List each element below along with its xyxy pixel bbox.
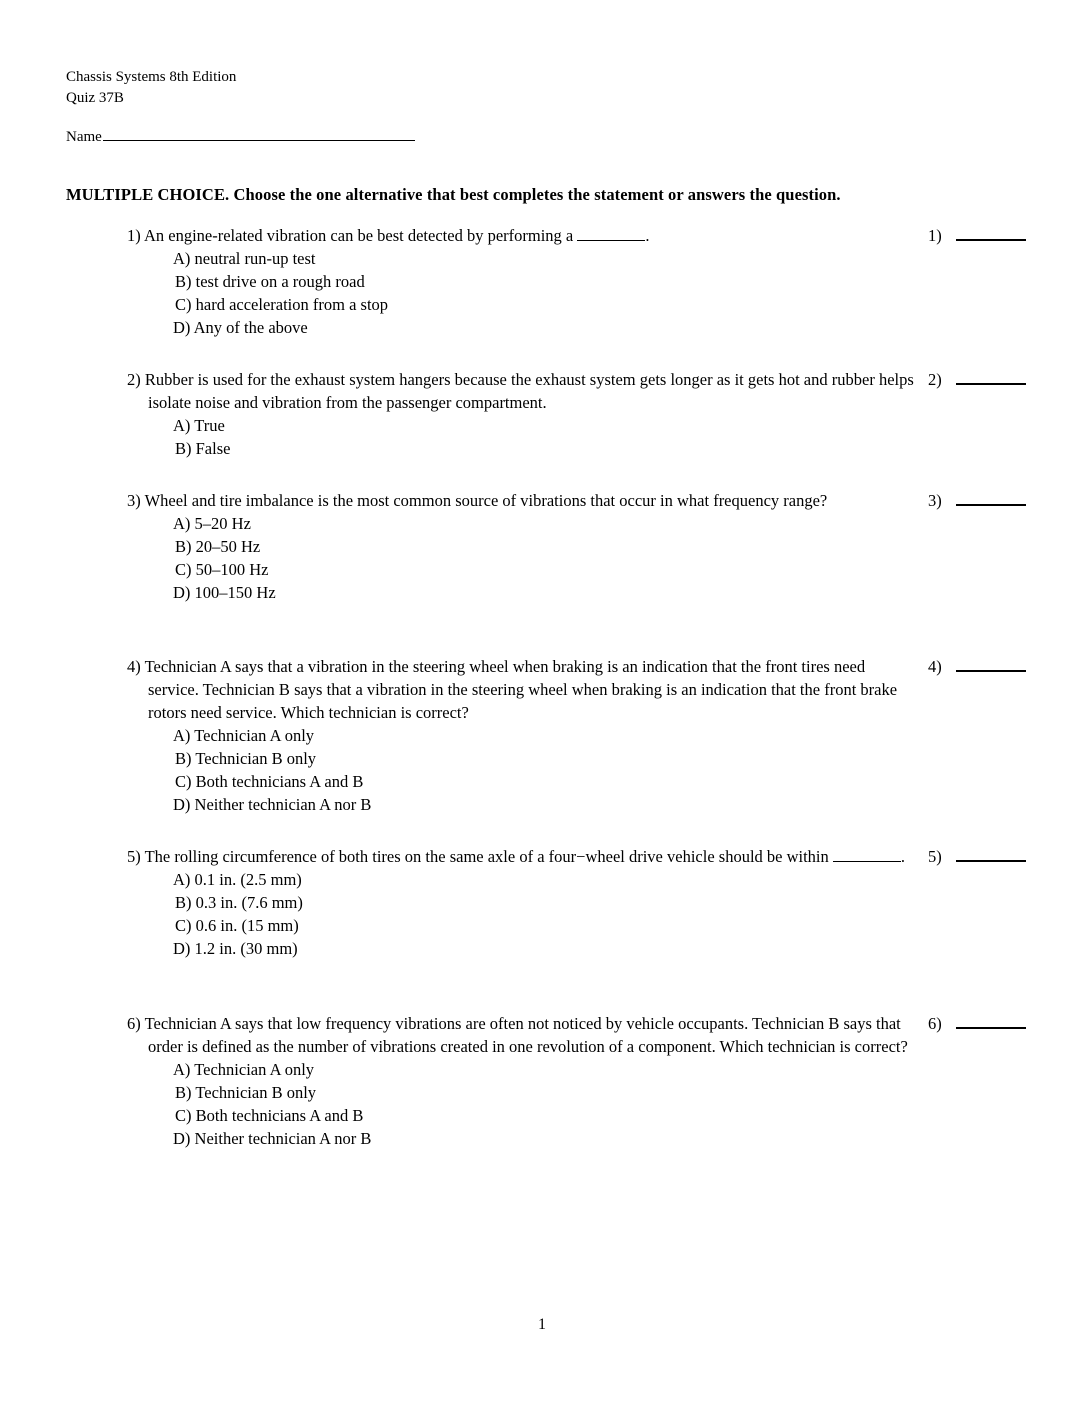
answer-slot-2[interactable]: 2) <box>928 368 942 391</box>
option-a[interactable]: A) 5–20 Hz <box>173 514 251 533</box>
option-a[interactable]: A) Technician A only <box>173 1060 315 1079</box>
name-label: Name <box>66 129 102 145</box>
answer-line[interactable] <box>956 860 1026 862</box>
question-stem: 6) Technician A says that low frequency vibrations are often not noticed by vehicle occupants. Technician B says that order is defined as the number of vibrations created in one revolution of a component. Which technician is correct? <box>127 1014 908 1056</box>
fill-blank <box>833 847 901 862</box>
option-d[interactable]: D) 100–150 Hz <box>173 583 276 602</box>
option-d[interactable]: D) 1.2 in. (30 mm) <box>173 939 298 958</box>
answer-slot-1[interactable]: 1) <box>928 224 942 247</box>
option-d[interactable]: D) Neither technician A nor B <box>173 1129 372 1148</box>
option-c[interactable]: C) 0.6 in. (15 mm) <box>175 916 299 935</box>
answer-line[interactable] <box>956 504 1026 506</box>
name-row <box>66 126 415 148</box>
option-c[interactable]: C) hard acceleration from a stop <box>175 295 389 314</box>
option-a[interactable]: A) neutral run-up test <box>173 249 316 268</box>
question-1 <box>127 224 917 339</box>
answer-line[interactable] <box>956 239 1026 241</box>
option-d[interactable]: D) Neither technician A nor B <box>173 795 372 814</box>
answer-slot-5[interactable]: 5) <box>928 845 942 868</box>
quiz-title: Quiz 37B <box>66 90 124 106</box>
option-a[interactable]: A) True <box>173 416 225 435</box>
fill-blank <box>577 226 645 241</box>
answer-line[interactable] <box>956 383 1026 385</box>
question-2 <box>127 368 917 460</box>
option-a[interactable]: A) 0.1 in. (2.5 mm) <box>173 870 302 889</box>
answer-line[interactable] <box>956 670 1026 672</box>
question-stem: 1) An engine-related vibration can be best detected by performing a . <box>127 226 650 245</box>
option-b[interactable]: B) test drive on a rough road <box>175 272 365 291</box>
course-title: Chassis Systems 8th Edition <box>66 69 237 85</box>
question-5 <box>127 845 917 960</box>
question-3 <box>127 489 917 604</box>
question-stem: 2) Rubber is used for the exhaust system hangers because the exhaust system gets longer as it gets hot and rubber helps isolate noise and vibration from the passenger compartment. <box>127 370 914 412</box>
option-c[interactable]: C) 50–100 Hz <box>175 560 269 579</box>
option-b[interactable]: B) Technician B only <box>175 749 317 768</box>
question-4 <box>127 655 917 816</box>
option-b[interactable]: B) Technician B only <box>175 1083 317 1102</box>
option-c[interactable]: C) Both technicians A and B <box>175 1106 364 1125</box>
name-field[interactable] <box>103 126 415 141</box>
option-a[interactable]: A) Technician A only <box>173 726 315 745</box>
instructions: MULTIPLE CHOICE. Choose the one alternative that best completes the statement or answers the question. <box>66 185 841 204</box>
option-b[interactable]: B) 0.3 in. (7.6 mm) <box>175 893 303 912</box>
page-number: 1 <box>538 1316 546 1333</box>
answer-slot-3[interactable]: 3) <box>928 489 942 512</box>
answer-slot-6[interactable]: 6) <box>928 1012 942 1035</box>
answer-slot-4[interactable]: 4) <box>928 655 942 678</box>
option-d[interactable]: D) Any of the above <box>173 318 308 337</box>
question-stem: 3) Wheel and tire imbalance is the most common source of vibrations that occur in what frequency range? <box>127 491 828 510</box>
answer-line[interactable] <box>956 1027 1026 1029</box>
question-stem: 5) The rolling circumference of both tires on the same axle of a four−wheel drive vehicle should be within . <box>127 847 906 866</box>
option-c[interactable]: C) Both technicians A and B <box>175 772 364 791</box>
option-b[interactable]: B) False <box>175 439 231 458</box>
option-b[interactable]: B) 20–50 Hz <box>175 537 261 556</box>
question-6 <box>127 1012 917 1150</box>
question-stem: 4) Technician A says that a vibration in the steering wheel when braking is an indication that the front tires need service. Technician B says that a vibration in the steering wheel when braking is an indication that the front brake rotors need service. Which technician is correct? <box>127 657 898 722</box>
